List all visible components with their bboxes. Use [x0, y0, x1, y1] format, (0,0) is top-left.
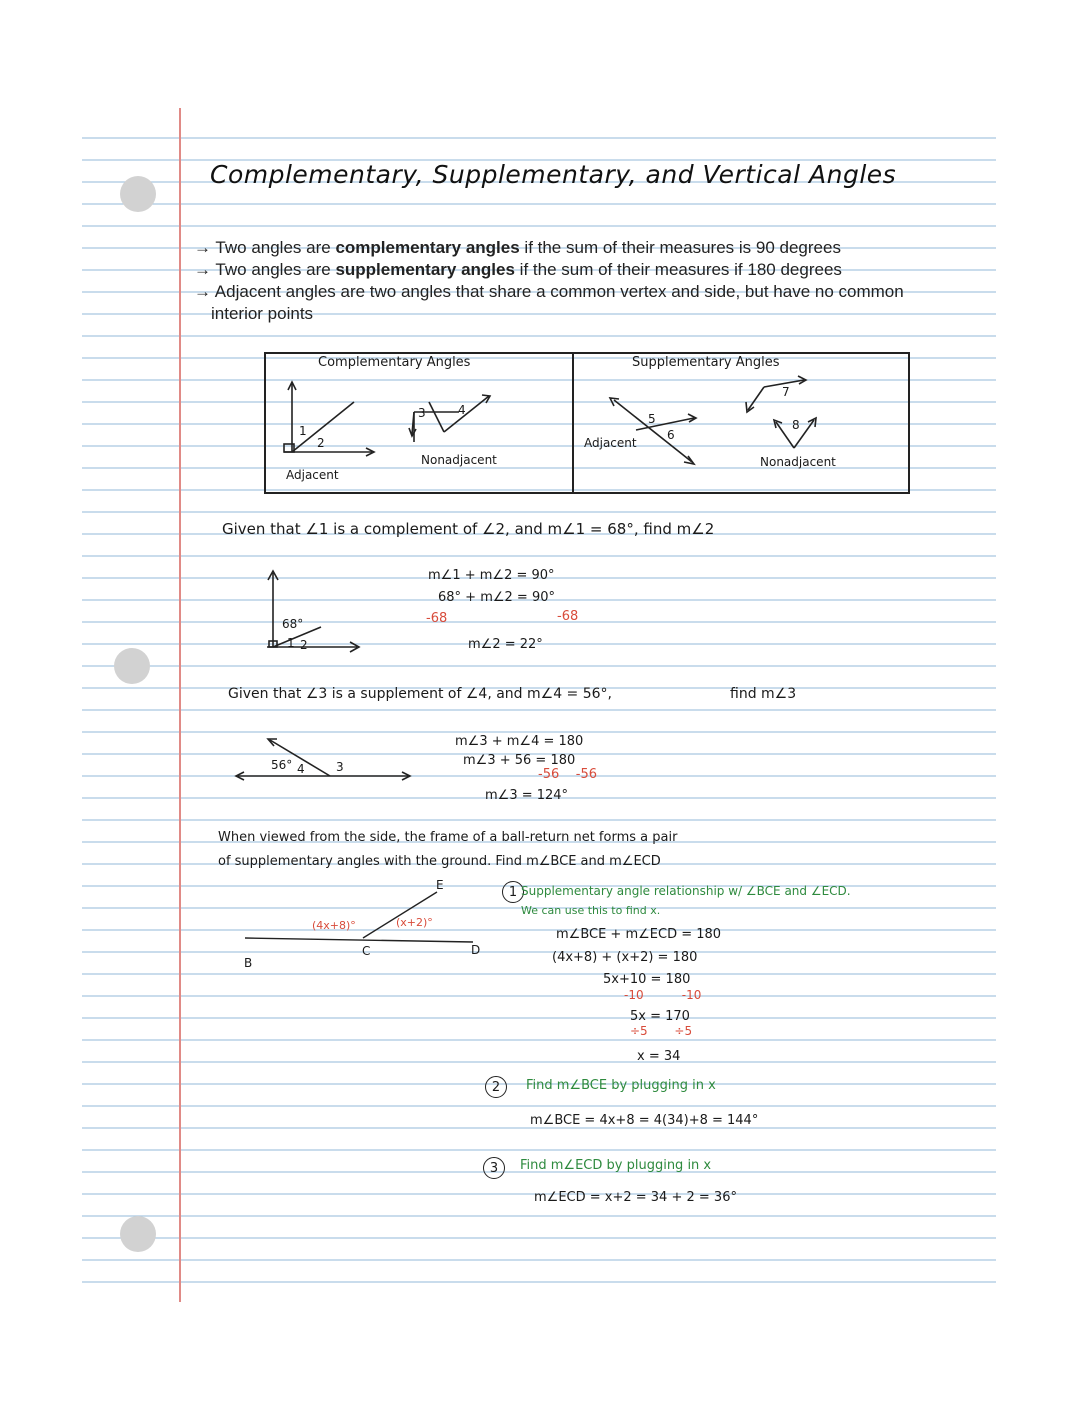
example1-prompt: Given that ∠1 is a complement of ∠2, and m∠1 = 68°, find m∠2 [222, 520, 715, 538]
angle-label-2: 2 [317, 436, 325, 450]
equation-1: m∠BCE + m∠ECD = 180 [556, 927, 722, 942]
example3-prompt-line2: of supplementary angles with the ground. Find m∠BCE and m∠ECD [218, 854, 661, 869]
page-title: Complementary, Supplementary, and Vertical Angles [210, 160, 897, 189]
angle-expr-bce: (4x+8)° [312, 919, 356, 932]
point-d: D [471, 943, 481, 957]
step3-equation: m∠ECD = x+2 = 34 + 2 = 36° [534, 1190, 737, 1205]
step2-equation: m∠BCE = 4x+8 = 4(34)+8 = 144° [530, 1113, 759, 1128]
example2-prompt-end: find m∠3 [730, 686, 797, 702]
step1-subheading: We can use this to find x. [521, 904, 661, 917]
example2-result: m∠3 = 124° [485, 788, 569, 803]
step3-heading: Find m∠ECD by plugging in x [520, 1158, 712, 1173]
adjacent-caption-left: Adjacent [286, 468, 339, 482]
example1-step: m∠1 + m∠2 = 90° [428, 568, 555, 583]
example1-step: 68° + m∠2 = 90° [438, 590, 555, 605]
example2-step: m∠3 + 56 = 180 [463, 753, 576, 768]
angle-label-8: 8 [792, 418, 800, 432]
example1-angle-label: 68° [282, 617, 304, 631]
angle-label-1: 1 [299, 424, 307, 438]
step1-number: 1 [502, 881, 524, 903]
equation-2: (4x+8) + (x+2) = 180 [552, 950, 698, 965]
complementary-header: Complementary Angles [318, 355, 471, 370]
example2-subtract: -56 -56 [538, 767, 597, 782]
example1-diagram [255, 565, 375, 660]
step1-heading: Supplementary angle relationship w/ ∠BCE and ∠ECD. [521, 884, 851, 898]
equation-4: 5x = 170 [630, 1009, 690, 1024]
nonadjacent-caption-right: Nonadjacent [760, 455, 836, 469]
example3-prompt-line1: When viewed from the side, the frame of a ball-return net forms a pair [218, 830, 678, 845]
angle-label-4: 4 [458, 403, 466, 417]
definition-list [194, 237, 964, 325]
angle-label-6: 6 [667, 428, 675, 442]
example1-subtract-right: -68 [557, 609, 579, 624]
definition-continuation: interior points [211, 304, 314, 323]
example1-angle-1: 1 [287, 636, 295, 650]
point-e: E [436, 878, 444, 892]
definition-item: → Two angles are complementary angles if the sum of their measures is 90 degrees [194, 238, 841, 257]
equation-3: 5x+10 = 180 [603, 972, 691, 987]
nonadjacent-caption-left: Nonadjacent [421, 453, 497, 467]
definition-item: → Two angles are supplementary angles if the sum of their measures if 180 degrees [194, 260, 842, 279]
angle-label-3: 3 [418, 406, 426, 420]
supplementary-header: Supplementary Angles [632, 355, 780, 370]
example3-diagram [235, 880, 495, 950]
example2-angle-56: 56° [271, 758, 293, 772]
example2-angle-3: 3 [336, 760, 344, 774]
example1-result: m∠2 = 22° [468, 637, 543, 652]
angle-expr-ecd: (x+2)° [396, 916, 433, 929]
example2-diagram [230, 730, 420, 790]
example2-step: m∠3 + m∠4 = 180 [455, 734, 584, 749]
equation-5: x = 34 [637, 1049, 681, 1064]
definition-item: → Adjacent angles are two angles that share a common vertex and side, but have no common [194, 282, 904, 301]
equation-3-subtract: -10 -10 [624, 988, 702, 1002]
binder-hole [114, 648, 150, 684]
example2-prompt: Given that ∠3 is a supplement of ∠4, and m∠4 = 56°, [228, 686, 613, 702]
binder-hole [120, 1216, 156, 1252]
binder-hole [120, 176, 156, 212]
point-b: B [244, 956, 253, 970]
step3-number: 3 [483, 1157, 505, 1179]
table-diagrams [264, 352, 908, 492]
adjacent-caption-right: Adjacent [584, 436, 637, 450]
step2-number: 2 [485, 1076, 507, 1098]
example1-subtract-left: -68 [426, 611, 448, 626]
angle-label-5: 5 [648, 412, 656, 426]
angle-label-7: 7 [782, 385, 790, 399]
step2-heading: Find m∠BCE by plugging in x [526, 1078, 716, 1093]
equation-4-divide: ÷5 ÷5 [630, 1024, 693, 1038]
point-c: C [362, 944, 371, 958]
example1-angle-2: 2 [300, 638, 308, 652]
example2-angle-4: 4 [297, 762, 305, 776]
